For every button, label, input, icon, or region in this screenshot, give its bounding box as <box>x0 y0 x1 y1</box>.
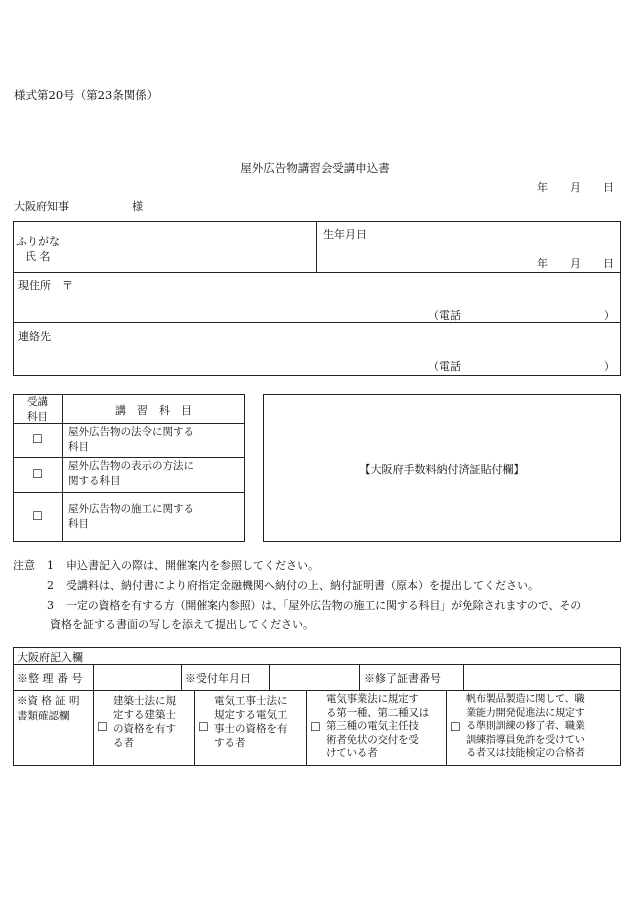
contact-phone: （電話 ） <box>428 360 615 373</box>
name-field[interactable] <box>16 228 314 270</box>
qual-electrician-text: 電気工事士法に 規定する電気工 事士の資格を有 する者 <box>214 695 288 749</box>
qual-checkbox-architect[interactable]: ☐ <box>97 720 108 734</box>
address-label: 現住所 〒 <box>18 279 73 292</box>
seiri-number-label: ※整 理 番 号 <box>17 672 83 685</box>
qual-checkbox-chief-engineer[interactable]: ☐ <box>310 720 321 734</box>
qual-checkbox-canvas-trainee[interactable]: ☐ <box>450 720 461 734</box>
submission-date: 年 月 日 <box>537 181 614 194</box>
form-number: 様式第20号（第23条関係） <box>14 88 159 102</box>
qual-chief-engineer-text: 電気事業法に規定す る第一種、第二種又は 第三種の電気主任技 術者免状の交付を受 けている者 <box>326 693 429 759</box>
course-subject-2: 屋外広告物の表示の方法に 関する科目 <box>68 460 194 487</box>
course-header-select: 受講 科目 <box>27 396 48 423</box>
note-2-num: 2 <box>47 579 54 592</box>
furigana-label: ふりがな <box>16 235 60 248</box>
certificate-number-label: ※修了証書番号 <box>364 672 441 685</box>
note-2-text: 受講料は、納付書により府指定金融機関へ納付の上、納付証明書（原本）を提出してください。 <box>66 579 539 592</box>
course-subject-1: 屋外広告物の法令に関する 科目 <box>68 426 194 453</box>
fee-stamp-label: 【大阪府手数料納付済証貼付欄】 <box>359 463 525 476</box>
certificate-number-field[interactable] <box>465 666 619 688</box>
note-1-num: 1 <box>47 559 54 572</box>
birth-date-label: 生年月日 <box>323 228 367 241</box>
birth-date-field[interactable] <box>318 240 618 270</box>
name-label: 氏 名 <box>25 250 51 263</box>
addressee-honorific: 様 <box>132 200 143 213</box>
page-title: 屋外広告物講習会受講申込書 <box>240 161 390 175</box>
course-subject-3: 屋外広告物の施工に関する 科目 <box>68 503 194 530</box>
contact-label: 連絡先 <box>18 330 51 343</box>
note-3-continuation: 資格を証する書面の写しを添えて提出してください。 <box>50 618 314 631</box>
course-checkbox-3[interactable]: ☐ <box>32 509 43 523</box>
receipt-date-label: ※受付年月日 <box>185 672 251 685</box>
notes-lead: 注意 <box>13 559 35 572</box>
birth-date-line: 年 月 日 <box>537 257 614 270</box>
address-field[interactable] <box>90 276 618 320</box>
qual-canvas-trainee-text: 帆布製品製造に関して、職 業能力開発促進法に規定す る準則訓練の修了者、職業 訓練指導員免許を受けてい る者又は技能検定の合格者 <box>466 694 585 759</box>
contact-field[interactable] <box>70 326 618 372</box>
qualification-verify-label: ※資 格 証 明 書類確認欄 <box>17 695 80 722</box>
addressee: 大阪府知事 <box>14 200 69 213</box>
note-1-text: 申込書記入の際は、開催案内を参照してください。 <box>66 559 319 572</box>
qual-architect-text: 建築士法に規 定する建築士 の資格を有す る者 <box>113 695 176 749</box>
seiri-number-field[interactable] <box>95 666 179 688</box>
address-phone: （電話 ） <box>428 309 615 322</box>
course-header-subject: 講 習 科 目 <box>115 404 192 417</box>
office-use-title: 大阪府記入欄 <box>17 651 83 664</box>
qual-checkbox-electrician[interactable]: ☐ <box>198 720 209 734</box>
course-checkbox-2[interactable]: ☐ <box>32 467 43 481</box>
course-checkbox-1[interactable]: ☐ <box>32 432 43 446</box>
note-3-text: 一定の資格を有する方（開催案内参照）は、「屋外広告物の施工に関する科目」が免除されますので、その <box>66 599 582 612</box>
note-3-num: 3 <box>47 599 54 612</box>
receipt-date-field[interactable] <box>271 666 357 688</box>
